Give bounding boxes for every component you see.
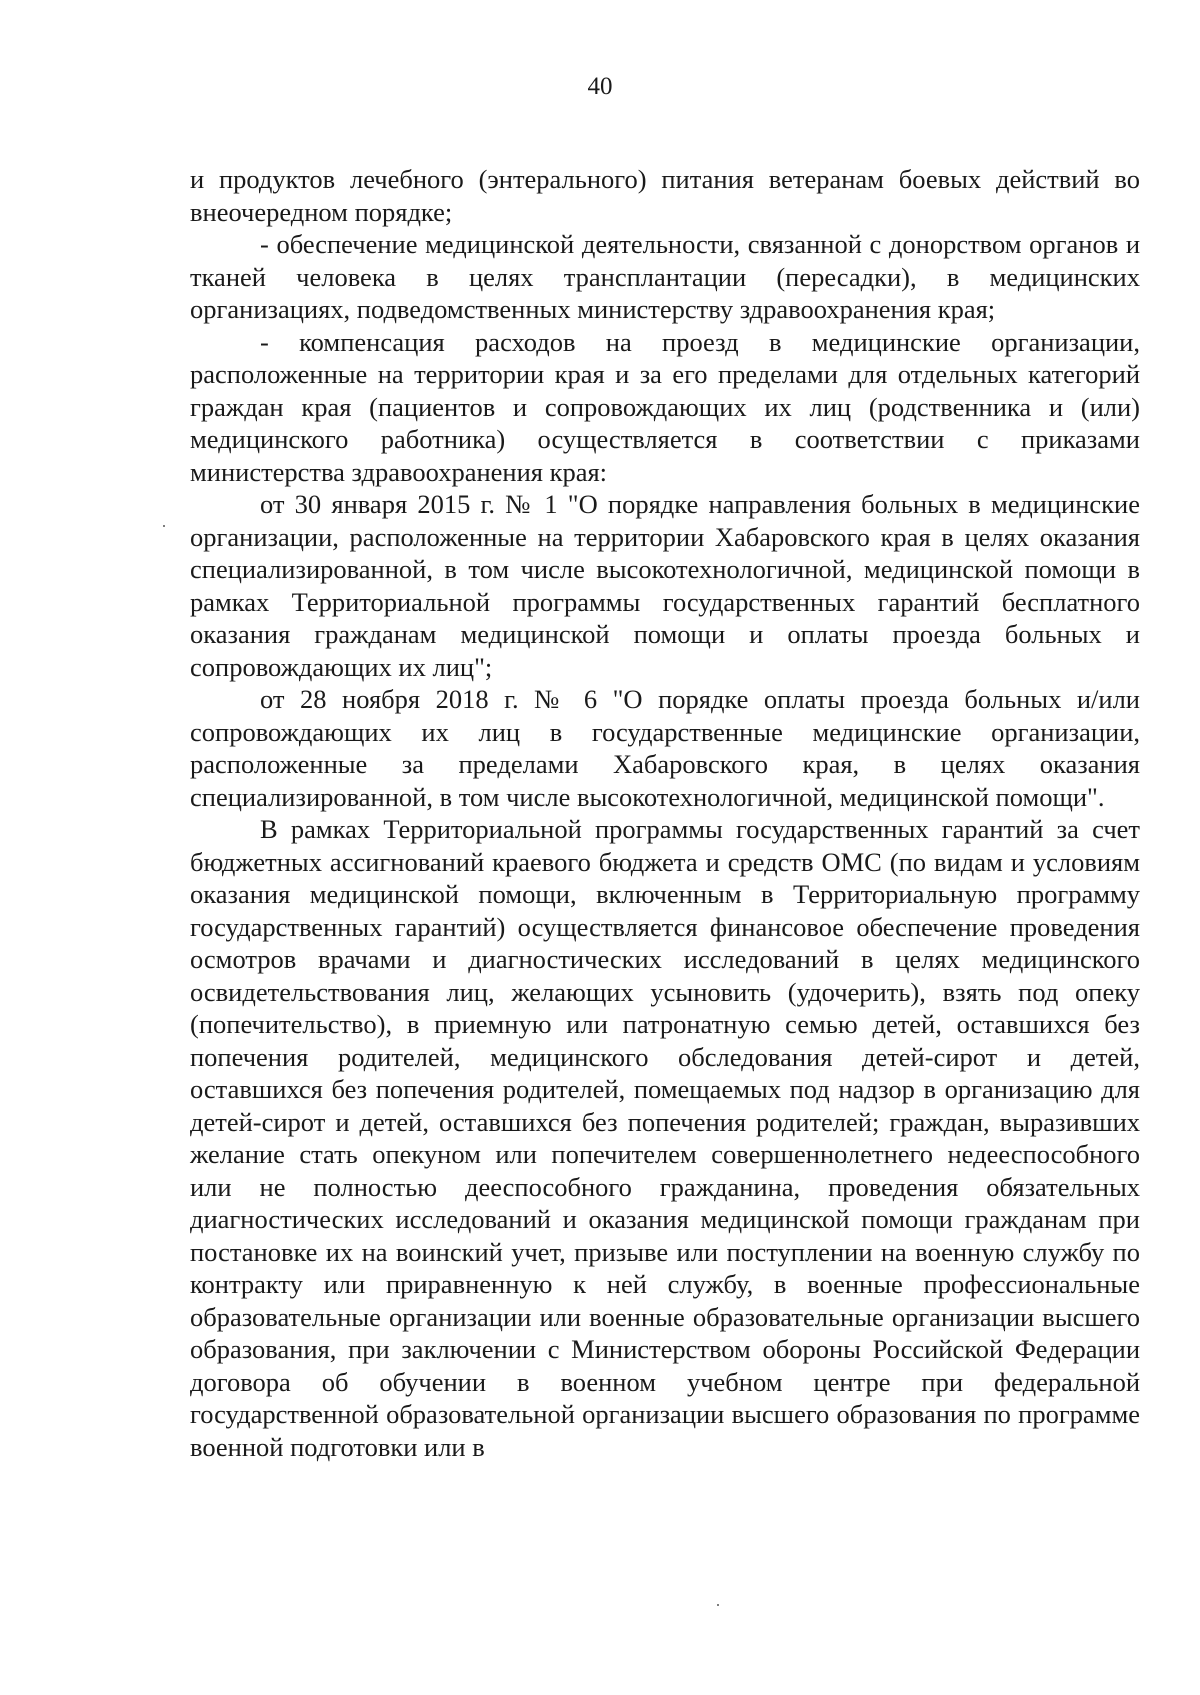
paragraph-travel-compensation: - компенсация расходов на проезд в медицинские организации, расположенные на территории края и за его пределами для отдельных категорий граждан края (пациентов и сопровождающих их лиц (родственника и (или) медицинского работника) осуществляется в соответствии с приказами министерства здравоохранения края: <box>190 326 1140 487</box>
page-number: 40 <box>587 73 613 100</box>
paragraph-order-2015: от 30 января 2015 г. № 1 "О порядке направления больных в медицинские организации, расположенные на территории Хабаровского края в целях оказания специализированной, в том числе высокотехнологичной, медицинской помощи в рамках Территориальной программы государственных гарантий бесплатного оказания гражданам медицинской помощи и оплаты проезда больных и сопровождающих их лиц"; <box>190 489 1140 682</box>
paragraph-medical-examination: В рамках Территориальной программы государственных гарантий за счет бюджетных ассигнований краевого бюджета и средств ОМС (по видам и условиям оказания медицинской помощи, включенным в Территориальную программу государственных гарантий) осуществляется финансовое обеспечение проведения осмотров врачами и диагностических исследований в целях медицинского освидетельствования лиц, желающих усыновить (удочерить), взять под опеку (попечительство), в приемную или патронатную семью детей, оставшихся без попечения родителей, медицинского обследования детей-сирот и детей, оставшихся без попечения родителей, помещаемых под надзор в организацию для детей-сирот и детей, оставшихся без попечения родителей; граждан, выразивших желание стать опекуном или попечителем совершеннолетнего недееспособного или не полностью дееспособного гражданина, проведения обязательных диагностических исследований и оказания медицинской помощи гражданам при постановке их на воинский учет, призыве или поступлении на военную службу по контракту или приравненную к ней службу, в военные профессиональные образовательные организации или военные образовательные организации высшего образования, при заключении с Министерством обороны Российской Федерации договора об обучении в военном учебном центре при федеральной государственной образовательной организации высшего образования по программе военной подготовки или в <box>190 814 1140 1462</box>
paragraph-order-2018: от 28 ноября 2018 г. № 6 "О порядке оплаты проезда больных и/или сопровождающих их лиц в государственные медицинские организации, расположенные за пределами Хабаровского края, в целях оказания специализированной, в том числе высокотехнологичной, медицинской помощи". <box>190 684 1140 812</box>
scan-speck <box>717 1604 719 1606</box>
paragraph-continuation: и продуктов лечебного (энтерального) питания ветеранам боевых действий во внеочередном порядке; <box>190 164 1140 227</box>
paragraph-transplantation: - обеспечение медицинской деятельности, связанной с донорством органов и тканей человека в целях трансплантации (пересадки), в медицинских организациях, подведомственных министерству здравоохранения края; <box>190 229 1140 324</box>
scan-speck <box>163 525 165 527</box>
document-body <box>190 163 1140 1463</box>
